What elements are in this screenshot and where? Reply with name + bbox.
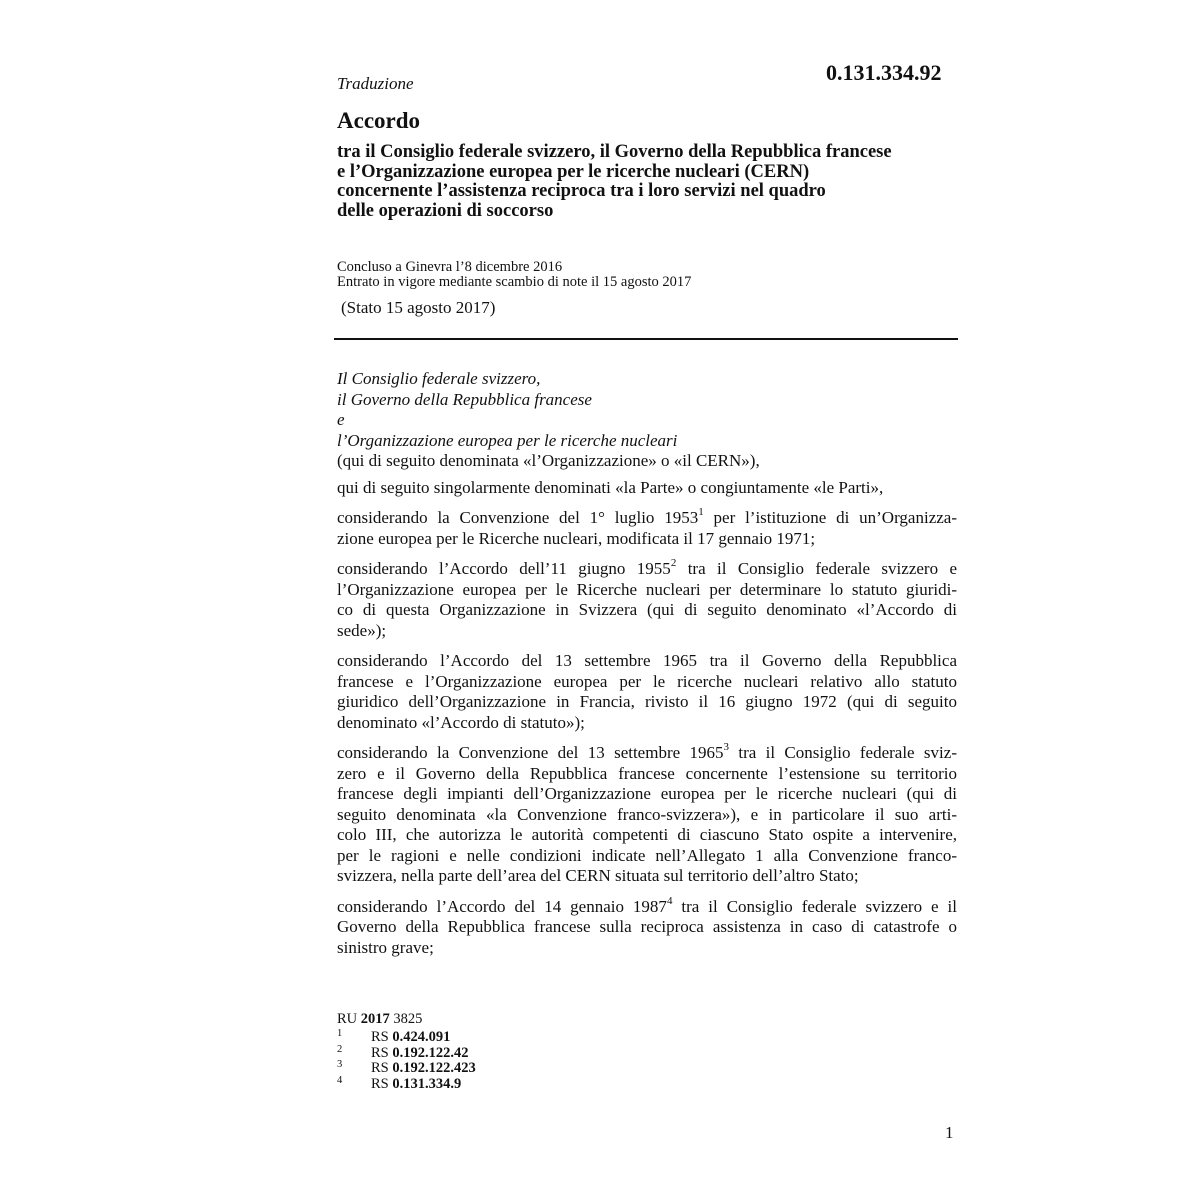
paragraph-line: giuridico dell’Organizzazione in Francia, rivisto il 16 giugno 1972 (qui di seguito: [337, 692, 957, 711]
footnote-text: [371, 1030, 450, 1046]
footnote-ref-number: 0.424.091: [392, 1029, 451, 1045]
text-run: considerando l’Accordo dell’11 giugno 1955: [337, 559, 671, 578]
party-note: (qui di seguito denominata «l’Organizzazione» o «il CERN»),: [337, 451, 760, 470]
paragraph-line: per le ragioni e nelle condizioni indicate nell’Allegato 1 alla Convenzione franco-: [337, 845, 957, 865]
paragraph-line: denominato «l’Accordo di statuto»);: [337, 712, 585, 732]
paragraph-line: l’Organizzazione europea per le Ricerche nucleari per determinare lo statuto giuridi-: [337, 579, 957, 599]
party-line: l’Organizzazione europea per le ricerche nucleari: [337, 430, 678, 450]
text-run: considerando la Convenzione del 1° luglio 1953: [337, 508, 699, 527]
text-run: tra il Consiglio federale sviz-: [729, 743, 957, 762]
ru-year: 2017: [360, 1011, 390, 1027]
paragraph-line: sinistro grave;: [337, 937, 434, 957]
footnote-number: 3: [337, 1059, 343, 1070]
text-run: RS: [371, 1060, 393, 1076]
considerando-paragraph: [337, 559, 957, 641]
considerando-paragraph: [337, 894, 958, 959]
paragraph-line: [337, 508, 957, 529]
status-date: (Stato 15 agosto 2017): [341, 298, 496, 317]
considerando-paragraph: [337, 651, 957, 733]
party-line: il Governo della Repubblica francese: [337, 389, 592, 409]
footnote-ref-number: 0.131.334.9: [392, 1075, 462, 1092]
header-divider: [334, 338, 958, 340]
text-run: RU: [337, 1011, 361, 1027]
text-run: RS: [371, 1044, 393, 1061]
paragraph-line: considerando l’Accordo del 13 settembre 1965 tra il Governo della Repubblica: [337, 651, 957, 670]
text-run: tra il Consiglio federale svizzero e: [676, 559, 957, 578]
document-subtitle: [337, 143, 967, 221]
paragraph-line: francese degli impianti dell’Organizzazione europea per le ricerche nucleari (qui di: [337, 784, 957, 803]
party-line: Il Consiglio federale svizzero,: [337, 369, 541, 388]
footnote-text: [371, 1077, 461, 1093]
paragraph-line: [337, 559, 957, 580]
subtitle-line: tra il Consiglio federale svizzero, il Governo della Repubblica francese: [337, 142, 892, 162]
party-line: e: [337, 410, 345, 429]
paragraph-line: [337, 894, 958, 918]
paragraph-line: Governo della Repubblica francese sulla reciproca assistenza in caso di catastrofe o: [337, 917, 957, 936]
text-run: considerando l’Accordo del 14 gennaio 1987: [337, 896, 667, 916]
footnote-ref: 1: [698, 506, 704, 519]
footnote-ref-number: 0.192.122.42: [392, 1044, 469, 1061]
footnote-ref: 3: [723, 741, 729, 754]
text-run: per l’istituzione di un’Organizza-: [703, 508, 957, 527]
paragraph-line: svizzera, nella parte dell’area del CERN situata sul territorio dell’altro Stato;: [337, 866, 859, 885]
paragraph-line: colo III, che autorizza le autorità competenti di ciascuno Stato ospite a intervenire,: [337, 825, 957, 844]
footnote-ref: 2: [670, 557, 677, 570]
footnote-number: 2: [337, 1043, 343, 1055]
footnote-number: 1: [337, 1028, 343, 1039]
text-run: RS: [371, 1029, 393, 1045]
text-run: RS: [371, 1075, 393, 1092]
subtitle-line: concernente l’assistenza reciproca tra i loro servizi nel quadro: [337, 181, 826, 201]
text-run: tra il Consiglio federale svizzero e il: [672, 896, 958, 916]
text-run: 3825: [389, 1011, 423, 1027]
sr-number: 0.131.334.92: [826, 60, 942, 85]
page-number: 1: [945, 1123, 954, 1142]
footnote-text: [371, 1061, 476, 1077]
entry-into-force-date: Entrato in vigore mediante scambio di note il 15 agosto 2017: [337, 274, 692, 290]
parties-block: [337, 369, 957, 472]
parties-collective: qui di seguito singolarmente denominati «la Parte» o congiuntamente «le Parti»,: [337, 477, 884, 497]
text-run: considerando la Convenzione del 13 settembre 1965: [337, 743, 724, 762]
paragraph-line: sede»);: [337, 620, 387, 640]
paragraph-line: co di questa Organizzazione in Svizzera (qui di seguito denominato «l’Accordo di: [337, 600, 957, 619]
considerando-paragraph: [337, 743, 957, 887]
preamble: [337, 369, 957, 958]
footnote-ref: 4: [666, 894, 673, 907]
footnote-text: [371, 1046, 469, 1062]
paragraph-line: [337, 743, 957, 764]
document-title: Accordo: [337, 108, 421, 133]
paragraph-line: zero e il Governo della Repubblica francese concernente l’estensione su territorio: [337, 763, 957, 783]
considerando-paragraph: [337, 508, 957, 549]
footnote-ref-number: 0.192.122.423: [392, 1060, 476, 1076]
concluded-date: Concluso a Ginevra l’8 dicembre 2016: [337, 259, 563, 275]
footnote-number: 4: [337, 1074, 343, 1086]
subtitle-line: delle operazioni di soccorso: [337, 200, 554, 221]
subtitle-line: e l’Organizzazione europea per le ricerche nucleari (CERN): [337, 161, 810, 182]
official-collection-ref: [337, 1011, 422, 1028]
paragraph-line: francese e l’Organizzazione europea per le ricerche nucleari relativo allo statuto: [337, 671, 957, 691]
translation-label: Traduzione: [337, 74, 414, 93]
paragraph-line: zione europea per le Ricerche nucleari, modificata il 17 gennaio 1971;: [337, 528, 816, 548]
paragraph-line: seguito denominata «la Convenzione franco-svizzera»), e in particolare il suo arti-: [337, 804, 957, 824]
